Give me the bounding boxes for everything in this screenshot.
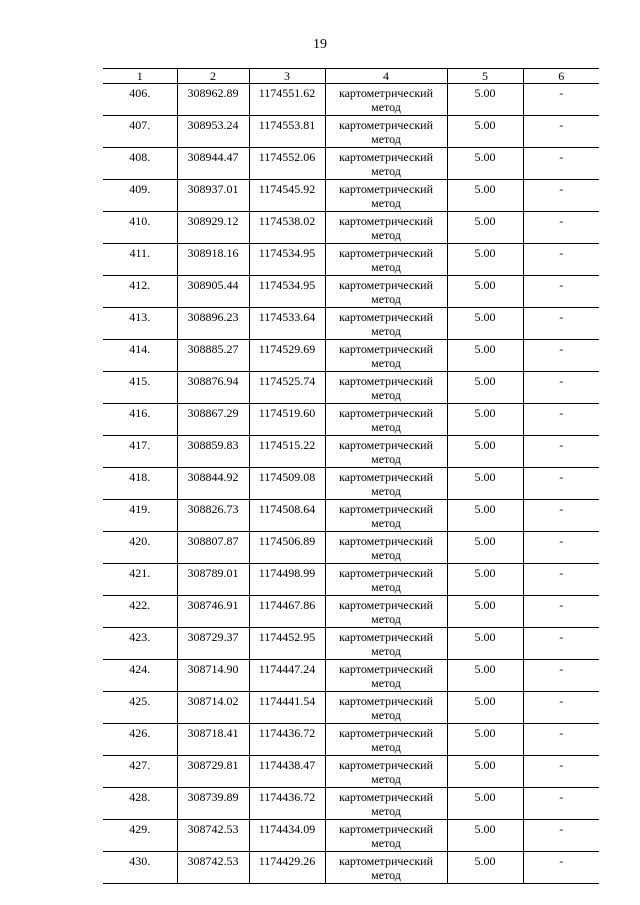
accuracy-cell: 5.00 <box>447 212 523 244</box>
method-line-2: метод <box>371 388 401 402</box>
method-line-1: картометрический <box>338 406 434 420</box>
point-number-cell: 406. <box>103 84 177 116</box>
method-cell <box>325 532 447 564</box>
accuracy-cell: 5.00 <box>447 116 523 148</box>
note-cell: - <box>523 692 599 724</box>
point-number-cell: 411. <box>103 244 177 276</box>
point-number-cell: 424. <box>103 660 177 692</box>
y-coordinate-cell: 1174447.24 <box>249 660 325 692</box>
method-cell <box>325 660 447 692</box>
x-coordinate-cell: 308807.87 <box>177 532 249 564</box>
note-cell: - <box>523 212 599 244</box>
column-header: 5 <box>447 69 523 84</box>
x-coordinate-cell: 308929.12 <box>177 212 249 244</box>
x-coordinate-cell: 308739.89 <box>177 788 249 820</box>
point-number-cell: 409. <box>103 180 177 212</box>
y-coordinate-cell: 1174441.54 <box>249 692 325 724</box>
method-line-1: картометрический <box>338 342 434 356</box>
y-coordinate-cell: 1174529.69 <box>249 340 325 372</box>
method-line-1: картометрический <box>338 182 434 196</box>
point-number-cell: 420. <box>103 532 177 564</box>
method-line-1: картометрический <box>338 662 434 676</box>
method-cell <box>325 84 447 116</box>
x-coordinate-cell: 308789.01 <box>177 564 249 596</box>
method-line-2: метод <box>371 164 401 178</box>
table-row <box>103 212 599 244</box>
table-row <box>103 820 599 852</box>
accuracy-cell: 5.00 <box>447 500 523 532</box>
y-coordinate-cell: 1174467.86 <box>249 596 325 628</box>
note-cell: - <box>523 436 599 468</box>
y-coordinate-cell: 1174551.62 <box>249 84 325 116</box>
accuracy-cell: 5.00 <box>447 340 523 372</box>
accuracy-cell: 5.00 <box>447 532 523 564</box>
method-line-1: картометрический <box>338 150 434 164</box>
method-cell <box>325 404 447 436</box>
method-cell <box>325 692 447 724</box>
note-cell: - <box>523 116 599 148</box>
y-coordinate-cell: 1174538.02 <box>249 212 325 244</box>
method-cell <box>325 308 447 340</box>
table-row <box>103 276 599 308</box>
column-header: 1 <box>103 69 177 84</box>
x-coordinate-cell: 308742.53 <box>177 820 249 852</box>
method-line-1: картометрический <box>338 470 434 484</box>
method-line-1: картометрический <box>338 310 434 324</box>
accuracy-cell: 5.00 <box>447 756 523 788</box>
method-line-2: метод <box>371 420 401 434</box>
method-line-2: метод <box>371 612 401 626</box>
column-header: 2 <box>177 69 249 84</box>
method-line-1: картометрический <box>338 790 434 804</box>
accuracy-cell: 5.00 <box>447 852 523 884</box>
x-coordinate-cell: 308962.89 <box>177 84 249 116</box>
y-coordinate-cell: 1174533.64 <box>249 308 325 340</box>
method-cell <box>325 340 447 372</box>
method-line-1: картометрический <box>338 438 434 452</box>
x-coordinate-cell: 308714.02 <box>177 692 249 724</box>
method-line-2: метод <box>371 324 401 338</box>
method-line-1: картометрический <box>338 726 434 740</box>
x-coordinate-cell: 308867.29 <box>177 404 249 436</box>
point-number-cell: 408. <box>103 148 177 180</box>
x-coordinate-cell: 308918.16 <box>177 244 249 276</box>
table-row <box>103 244 599 276</box>
column-header: 6 <box>523 69 599 84</box>
table-row <box>103 692 599 724</box>
header-row <box>103 69 599 84</box>
point-number-cell: 418. <box>103 468 177 500</box>
method-cell <box>325 756 447 788</box>
method-cell <box>325 820 447 852</box>
note-cell: - <box>523 596 599 628</box>
method-line-2: метод <box>371 836 401 850</box>
accuracy-cell: 5.00 <box>447 596 523 628</box>
x-coordinate-cell: 308844.92 <box>177 468 249 500</box>
y-coordinate-cell: 1174553.81 <box>249 116 325 148</box>
note-cell: - <box>523 404 599 436</box>
page-number: 19 <box>313 37 327 52</box>
method-cell <box>325 596 447 628</box>
point-number-cell: 416. <box>103 404 177 436</box>
y-coordinate-cell: 1174452.95 <box>249 628 325 660</box>
accuracy-cell: 5.00 <box>447 180 523 212</box>
method-line-1: картометрический <box>338 630 434 644</box>
table-row <box>103 372 599 404</box>
point-number-cell: 430. <box>103 852 177 884</box>
x-coordinate-cell: 308953.24 <box>177 116 249 148</box>
method-line-2: метод <box>371 580 401 594</box>
note-cell: - <box>523 564 599 596</box>
point-number-cell: 426. <box>103 724 177 756</box>
accuracy-cell: 5.00 <box>447 724 523 756</box>
note-cell: - <box>523 372 599 404</box>
note-cell: - <box>523 84 599 116</box>
method-line-2: метод <box>371 740 401 754</box>
table-row <box>103 148 599 180</box>
method-line-2: метод <box>371 356 401 370</box>
point-number-cell: 419. <box>103 500 177 532</box>
method-line-1: картометрический <box>338 278 434 292</box>
accuracy-cell: 5.00 <box>447 148 523 180</box>
table-row <box>103 788 599 820</box>
method-cell <box>325 564 447 596</box>
accuracy-cell: 5.00 <box>447 404 523 436</box>
note-cell: - <box>523 180 599 212</box>
x-coordinate-cell: 308718.41 <box>177 724 249 756</box>
accuracy-cell: 5.00 <box>447 436 523 468</box>
method-line-1: картометрический <box>338 86 434 100</box>
accuracy-cell: 5.00 <box>447 372 523 404</box>
note-cell: - <box>523 468 599 500</box>
y-coordinate-cell: 1174515.22 <box>249 436 325 468</box>
table-row <box>103 564 599 596</box>
method-line-1: картометрический <box>338 758 434 772</box>
table-row <box>103 180 599 212</box>
y-coordinate-cell: 1174509.08 <box>249 468 325 500</box>
method-line-2: метод <box>371 868 401 882</box>
point-number-cell: 422. <box>103 596 177 628</box>
accuracy-cell: 5.00 <box>447 564 523 596</box>
method-line-1: картометрический <box>338 566 434 580</box>
point-number-cell: 425. <box>103 692 177 724</box>
method-line-2: метод <box>371 196 401 210</box>
x-coordinate-cell: 308826.73 <box>177 500 249 532</box>
point-number-cell: 410. <box>103 212 177 244</box>
x-coordinate-cell: 308746.91 <box>177 596 249 628</box>
method-line-2: метод <box>371 772 401 786</box>
point-number-cell: 428. <box>103 788 177 820</box>
method-cell <box>325 372 447 404</box>
y-coordinate-cell: 1174519.60 <box>249 404 325 436</box>
method-cell <box>325 212 447 244</box>
method-cell <box>325 852 447 884</box>
table-row <box>103 468 599 500</box>
table-row <box>103 596 599 628</box>
table-row <box>103 116 599 148</box>
method-line-1: картометрический <box>338 246 434 260</box>
accuracy-cell: 5.00 <box>447 468 523 500</box>
y-coordinate-cell: 1174525.74 <box>249 372 325 404</box>
method-line-1: картометрический <box>338 598 434 612</box>
method-cell <box>325 276 447 308</box>
method-cell <box>325 148 447 180</box>
table-row <box>103 852 599 884</box>
point-number-cell: 407. <box>103 116 177 148</box>
method-line-2: метод <box>371 132 401 146</box>
note-cell: - <box>523 820 599 852</box>
y-coordinate-cell: 1174506.89 <box>249 532 325 564</box>
method-cell <box>325 500 447 532</box>
method-cell <box>325 244 447 276</box>
coordinates-table <box>103 68 599 884</box>
table-row <box>103 756 599 788</box>
note-cell: - <box>523 244 599 276</box>
accuracy-cell: 5.00 <box>447 244 523 276</box>
y-coordinate-cell: 1174434.09 <box>249 820 325 852</box>
method-cell <box>325 180 447 212</box>
point-number-cell: 421. <box>103 564 177 596</box>
table-row <box>103 404 599 436</box>
table-row <box>103 532 599 564</box>
method-line-2: метод <box>371 644 401 658</box>
method-line-1: картометрический <box>338 118 434 132</box>
note-cell: - <box>523 628 599 660</box>
x-coordinate-cell: 308729.81 <box>177 756 249 788</box>
accuracy-cell: 5.00 <box>447 628 523 660</box>
note-cell: - <box>523 788 599 820</box>
note-cell: - <box>523 148 599 180</box>
y-coordinate-cell: 1174438.47 <box>249 756 325 788</box>
table-row <box>103 340 599 372</box>
method-line-2: метод <box>371 708 401 722</box>
point-number-cell: 417. <box>103 436 177 468</box>
point-number-cell: 423. <box>103 628 177 660</box>
y-coordinate-cell: 1174429.26 <box>249 852 325 884</box>
y-coordinate-cell: 1174436.72 <box>249 724 325 756</box>
x-coordinate-cell: 308885.27 <box>177 340 249 372</box>
accuracy-cell: 5.00 <box>447 692 523 724</box>
y-coordinate-cell: 1174508.64 <box>249 500 325 532</box>
point-number-cell: 429. <box>103 820 177 852</box>
method-line-2: метод <box>371 516 401 530</box>
x-coordinate-cell: 308896.23 <box>177 308 249 340</box>
y-coordinate-cell: 1174534.95 <box>249 276 325 308</box>
method-line-2: метод <box>371 228 401 242</box>
method-line-2: метод <box>371 100 401 114</box>
method-line-1: картометрический <box>338 502 434 516</box>
column-header: 4 <box>325 69 447 84</box>
method-cell <box>325 628 447 660</box>
note-cell: - <box>523 724 599 756</box>
note-cell: - <box>523 660 599 692</box>
method-line-2: метод <box>371 484 401 498</box>
point-number-cell: 427. <box>103 756 177 788</box>
point-number-cell: 412. <box>103 276 177 308</box>
point-number-cell: 415. <box>103 372 177 404</box>
x-coordinate-cell: 308729.37 <box>177 628 249 660</box>
method-line-2: метод <box>371 452 401 466</box>
method-cell <box>325 436 447 468</box>
note-cell: - <box>523 340 599 372</box>
note-cell: - <box>523 308 599 340</box>
x-coordinate-cell: 308944.47 <box>177 148 249 180</box>
column-header: 3 <box>249 69 325 84</box>
note-cell: - <box>523 532 599 564</box>
note-cell: - <box>523 276 599 308</box>
method-line-2: метод <box>371 804 401 818</box>
note-cell: - <box>523 500 599 532</box>
table-row <box>103 308 599 340</box>
y-coordinate-cell: 1174534.95 <box>249 244 325 276</box>
method-line-2: метод <box>371 260 401 274</box>
table-row <box>103 84 599 116</box>
method-line-1: картометрический <box>338 534 434 548</box>
y-coordinate-cell: 1174498.99 <box>249 564 325 596</box>
method-cell <box>325 468 447 500</box>
point-number-cell: 413. <box>103 308 177 340</box>
y-coordinate-cell: 1174552.06 <box>249 148 325 180</box>
accuracy-cell: 5.00 <box>447 276 523 308</box>
method-cell <box>325 116 447 148</box>
accuracy-cell: 5.00 <box>447 84 523 116</box>
accuracy-cell: 5.00 <box>447 788 523 820</box>
table-row <box>103 660 599 692</box>
y-coordinate-cell: 1174545.92 <box>249 180 325 212</box>
method-cell <box>325 788 447 820</box>
point-number-cell: 414. <box>103 340 177 372</box>
method-line-2: метод <box>371 292 401 306</box>
table-row <box>103 628 599 660</box>
method-line-1: картометрический <box>338 214 434 228</box>
accuracy-cell: 5.00 <box>447 820 523 852</box>
table-row <box>103 724 599 756</box>
method-line-2: метод <box>371 548 401 562</box>
table-row <box>103 500 599 532</box>
x-coordinate-cell: 308859.83 <box>177 436 249 468</box>
x-coordinate-cell: 308937.01 <box>177 180 249 212</box>
x-coordinate-cell: 308905.44 <box>177 276 249 308</box>
x-coordinate-cell: 308714.90 <box>177 660 249 692</box>
method-line-1: картометрический <box>338 822 434 836</box>
method-line-1: картометрический <box>338 854 434 868</box>
method-line-1: картометрический <box>338 374 434 388</box>
y-coordinate-cell: 1174436.72 <box>249 788 325 820</box>
accuracy-cell: 5.00 <box>447 308 523 340</box>
method-line-1: картометрический <box>338 694 434 708</box>
method-cell <box>325 724 447 756</box>
x-coordinate-cell: 308876.94 <box>177 372 249 404</box>
accuracy-cell: 5.00 <box>447 660 523 692</box>
note-cell: - <box>523 756 599 788</box>
method-line-2: метод <box>371 676 401 690</box>
note-cell: - <box>523 852 599 884</box>
table-row <box>103 436 599 468</box>
x-coordinate-cell: 308742.53 <box>177 852 249 884</box>
